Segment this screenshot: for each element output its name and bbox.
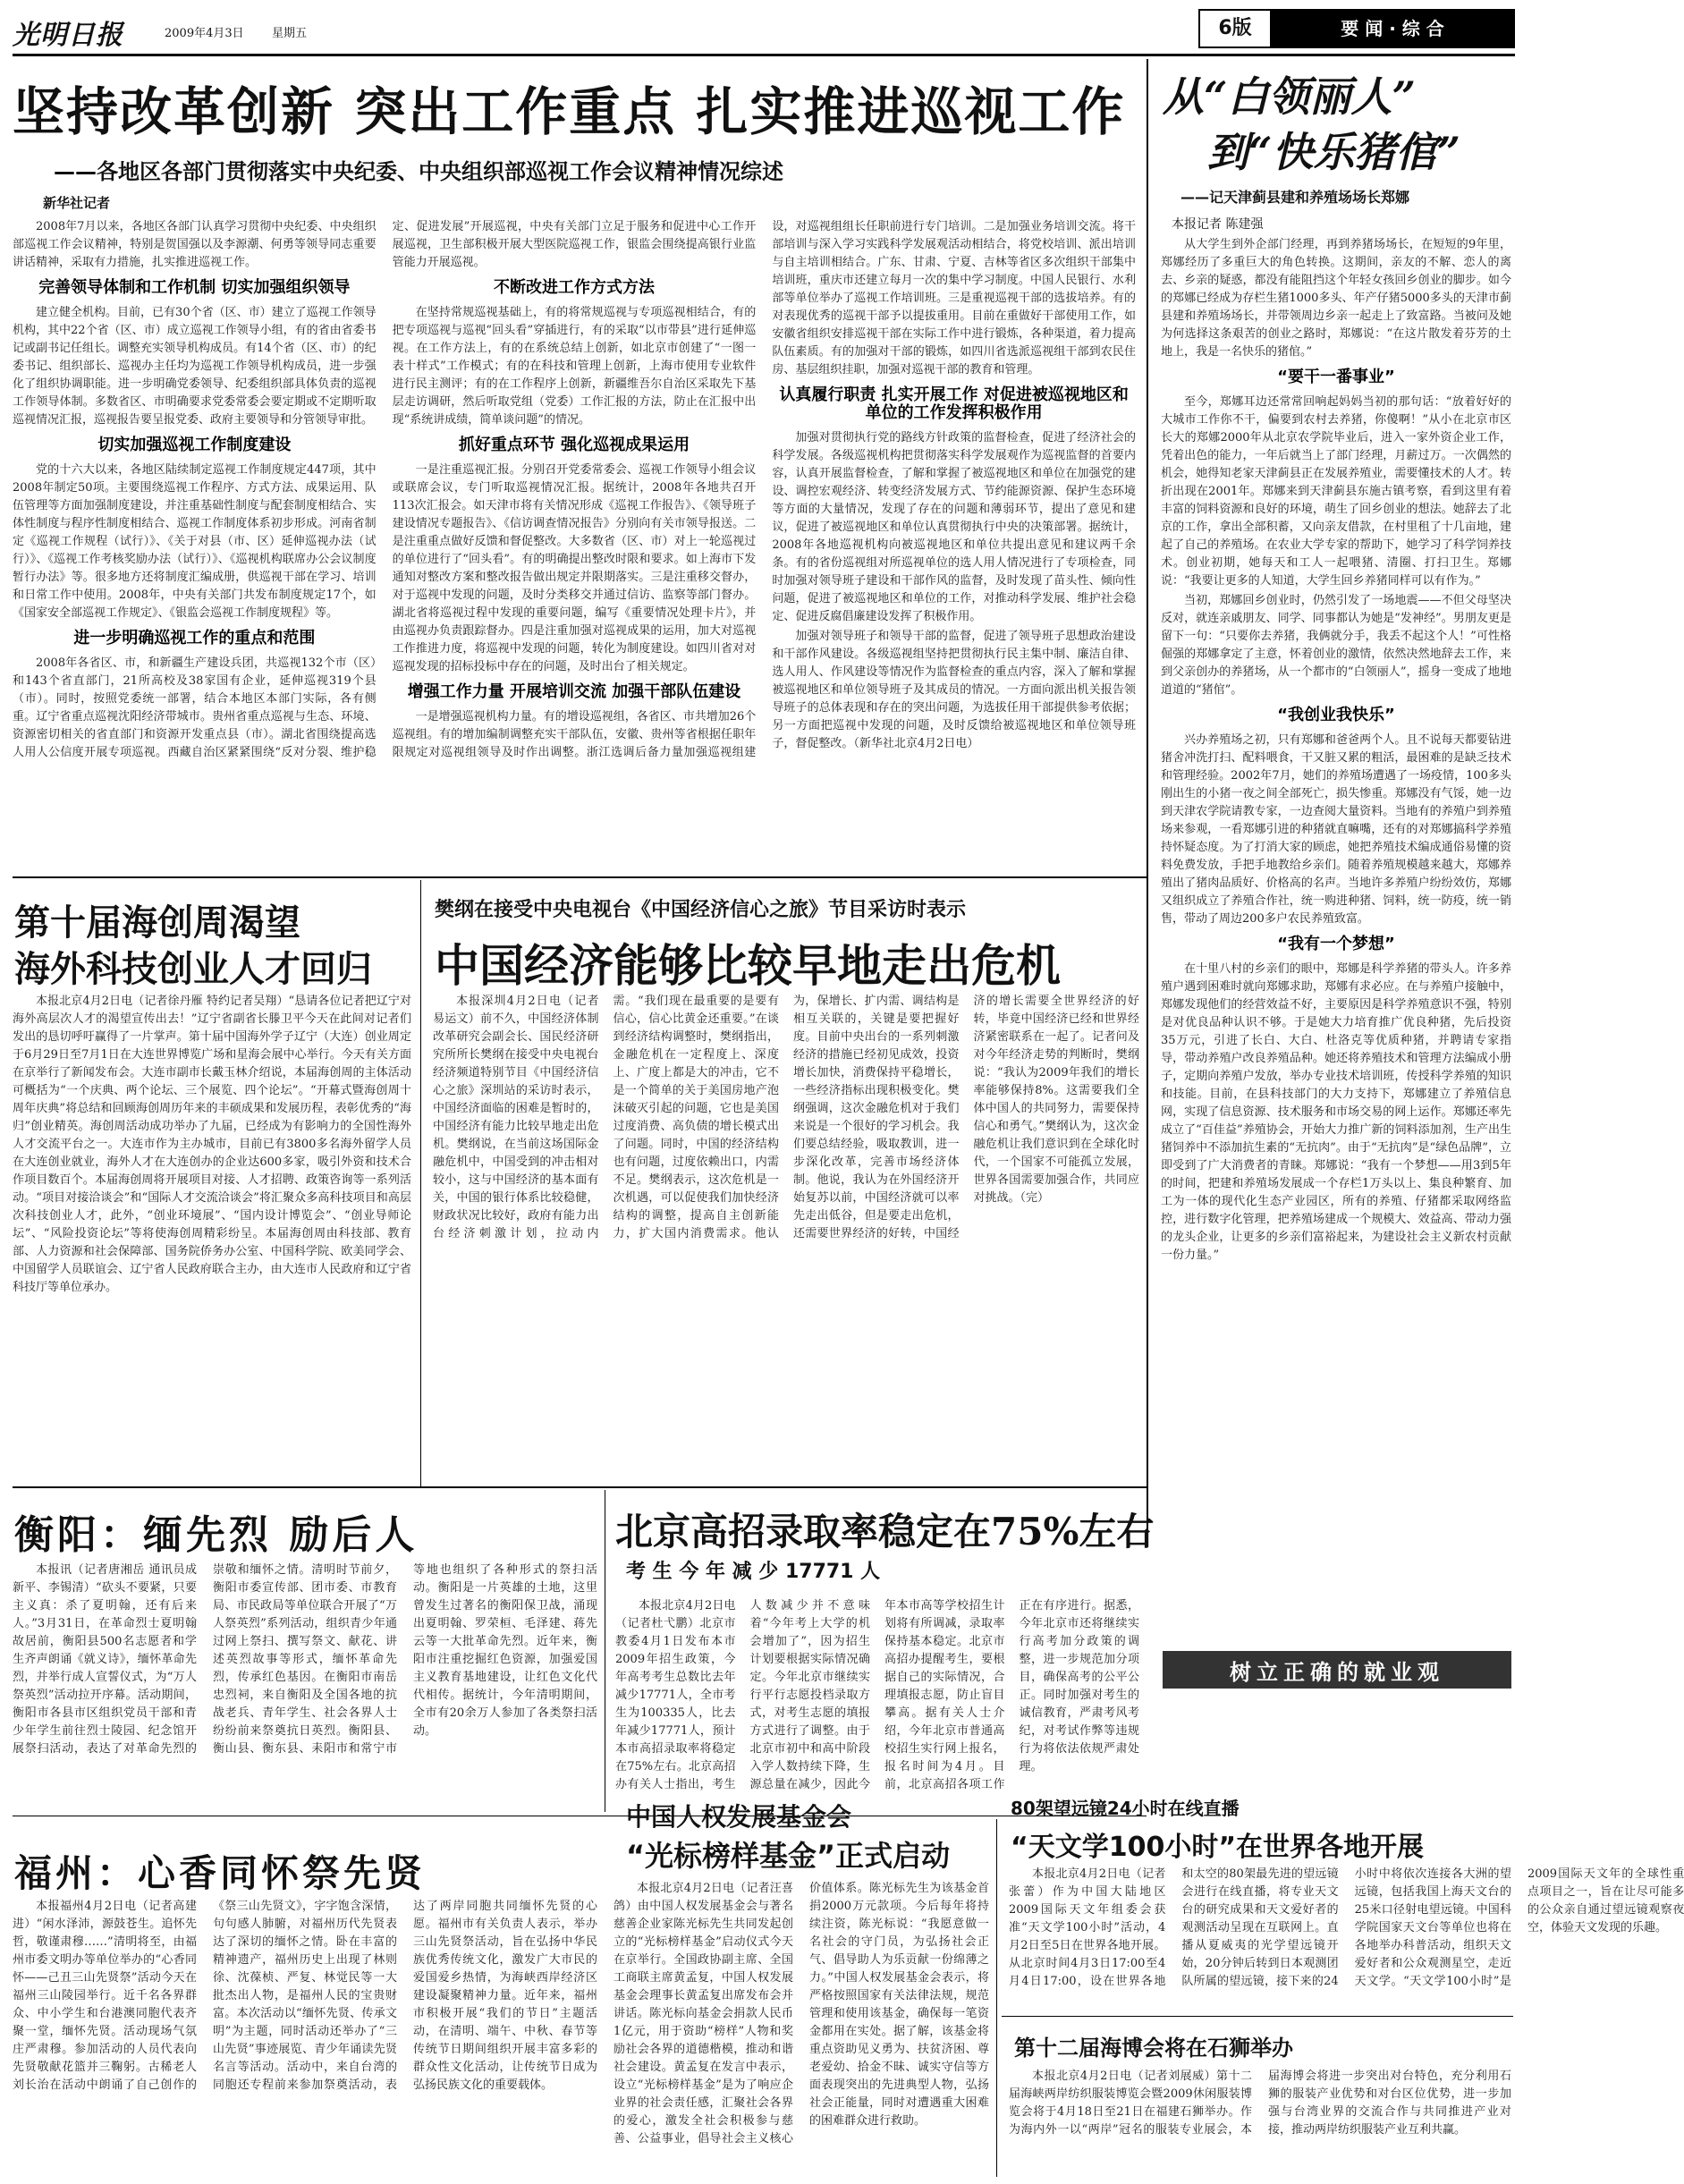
feature-byline: 本报记者 陈建强 (1172, 217, 1264, 232)
astronomy-kicker: 80架望远镜24小时在线直播 (1011, 1798, 1240, 1819)
gaokao-subheadline: 考 生 今 年 减 少 17771 人 (626, 1561, 881, 1583)
employment-slogan: 树立正确的就业观 (1230, 1659, 1444, 1685)
feature-subheading: “要干一番事业” (1277, 368, 1395, 386)
feature-body (1161, 236, 1511, 1647)
fuzhou-text: 本报福州4月2日电（记者高建进）“闲水泽沛，源鼓苍生。追怀先哲，敬谨肃穆……”清明将至，由福州市委文明办等单位举办的“心香同怀——己丑三山先贤祭”活动今天在福州三山陵园举行。近千名各界群众、中小学生和台港澳同胞代表齐聚一堂，缅怀先贤。活动现场气氛庄严肃穆。参加活动的人员代表向先贤敬献花篮并三鞠躬。古稀老人刘长治在活动中朗诵了自己创作的《祭三山先贤文》，字字饱含深情，句句感人肺腑，对福州历代先贤表达了深切的缅怀之情。卧在丰富的精神遗产，福州历史上出现了林则徐、沈葆桢、严复、林觉民等一大批杰出人物，是福州人民的宝贵财富。本次活动以“缅怀先贤、传承文明”为主题，同时活动还举办了“三山先贤”事迹展览、青少年诵读先贤名言等活动。活动中，来自台湾的同胞还专程前来参加祭奠活动，表达了两岸同胞共同缅怀先贤的心愿。福州市有关负责人表示，举办三山先贤祭活动，旨在弘扬中华民族优秀传统文化，激发广大市民的爱国爱乡热情，为海峡西岸经济区建设凝聚精神力量。近年来，福州市积极开展“我们的节日”主题活动，在清明、端午、中秋、春节等传统节日期间组织开展丰富多彩的群众性文化活动，让传统节日成为弘扬民族文化的重要载体。 (13, 1900, 597, 2092)
lead-section-heading: 增强工作力量 开展培训交流 加强干部队伍建设 (407, 682, 741, 701)
section-rule (1002, 2016, 1513, 2017)
lead-section-heading: 认真履行职责 扎实开展工作 对促进被巡视地区和单位的工作发挥积极作用 (779, 385, 1129, 422)
lead-section-text: 一是增强巡视机构力量。有的增设巡视组，各省区、市共增加26个巡视组。有的增加编制调整充实干部队伍，安徽、贵州等省根据任职年限规定对巡视组领导及时作出调整。浙江选调后备力量加强巡视组建设，对巡视组组长任职前进行专门培训。二是加强业务培训交流。将干部培训与深入学习实践科学发展观活动相结合，将党校培训、派出培训与自主培训相结合。广东、甘肃、宁夏、吉林等省区多次组织干部集中培训班，重庆市还建立每月一次的集中学习制度。中国人民银行、水利部等单位举办了巡视工作培训班。三是重视巡视干部的选拔培养。有的对表现优秀的巡视干部予以提拔重用。目前在重做好干部使用工作，如安徽省组织安排巡视干部在实际工作中进行锻炼，各种渠道，着力提高队伍素质。有的加强对干部的锻炼，如四川省选派巡视组干部到农民住房、基层组织挂职，加强对巡视干部的教育和管理。 (392, 220, 1136, 759)
feature-subheadline: ——记天津蓟县建和养殖场场长郑娜 (1180, 189, 1410, 206)
column-divider (1147, 59, 1148, 1544)
economy-kicker: 樊纲在接受中央电视台《中国经济信心之旅》节目采访时表示 (435, 899, 967, 921)
gaokao-headline: 北京高招录取率稳定在75%左右 (615, 1510, 1155, 1553)
haichuang-headline-2: 海外科技创业人才回归 (14, 949, 372, 990)
page-number: 6版 (1200, 11, 1272, 47)
issue-weekday: 星期五 (272, 27, 308, 40)
lead-section-heading: 抓好重点环节 强化巡视成果运用 (458, 436, 690, 454)
astronomy-text: 本报北京4月2日电（记者张蕾）作为中国大陆地区2009国际天文年组委会获准“天文学100小时”活动，4月2日至5日在世界各地开展。从北京时间4月3日17:00至4月4日17:00，设在世界各地和太空的80架最先进的望远镜会进行在线直播，将专业天文台的研究成果和天文爱好者的观测活动呈现在互联网上。直播从夏威夷的光学望远镜开始，20分钟后转到日本观测团队所属的望远镜，接下来的24小时中将依次连接各大洲的望远镜，包括我国上海天文台的25米口径射电望远镜。中国科学院国家天文台等单位也将在各地举办科普活动，组织天文爱好者和公众观测星空，走近天文学。“天文学100小时”是2009国际天文年的全球性重点项目之一，旨在让尽可能多的公众亲自通过望远镜观察夜空，体验天文发现的乐趣。 (1009, 1867, 1684, 1988)
astronomy-headline: “天文学100小时”在世界各地开展 (1011, 1832, 1425, 1863)
lead-intro: 2008年7月以来，各地区各部门认真学习贯彻中央纪委、中央组织部巡视工作会议精神，特别是贺国强以及李源潮、何勇等领导同志重要讲话精神，采取有力措施，扎实推进巡视工作。 (13, 220, 377, 269)
economy-text: 本报深圳4月2日电（记者易运文）前不久，中国经济体制改革研究会副会长、国民经济研究所所长樊纲在接受中央电视台经济频道特别节目《中国经济信心之旅》深圳站的采访时表示，中国经济面临的困难是暂时的，中国经济有能力比较早地走出危机。樊纲说，在当前这场国际金融危机中，中国受到的冲击相对较小，这与中国经济的基本面有关，中国的银行体系比较稳健，财政状况比较好，政府有能力出台经济刺激计划，拉动内需。“我们现在最重要的是要有信心，信心比黄金还重要。”在谈到经济结构调整时，樊纲指出，金融危机在一定程度上、深度上、广度上都是大的冲击，它不是一个简单的关于美国房地产泡沫破灭引起的问题，它也是美国过度消费、高负债的增长模式出了问题。同时，中国的经济结构也有问题，过度依赖出口，内需不足。樊纲表示，这次危机是一次机遇，可以促使我们加快经济结构的调整，提高自主创新能力，扩大国内消费需求。他认为，保增长、扩内需、调结构是相互关联的，关键是要把握好度。目前中央出台的一系列刺激经济的措施已经初见成效，投资增长加快，消费保持平稳增长，一些经济指标出现积极变化。樊纲强调，这次金融危机对于我们来说是一个很好的学习机会。我们要总结经验，吸取教训，进一步深化改革，完善市场经济体制。他说，我认为在外国经济开始复苏以前，中国经济就可以率先走出低谷，但是要走出危机，还需要世界经济的好转，中国经济的增长需要全世界经济的好转，毕竟中国经济已经和世界经济紧密联系在一起了。记者问及对今年经济走势的判断时，樊纲说：“我认为2009年我们的增长率能够保持8%。这需要我们全体中国人的共同努力，需要保持信心和勇气。”樊纲认为，这次金融危机让我们意识到在全球化时代，一个国家不可能孤立发展，世界各国需要加强合作，共同应对挑战。（完） (433, 995, 1139, 1240)
lead-byline: 新华社记者 (43, 195, 111, 211)
section-rule (13, 876, 1147, 878)
lead-section-text: 在坚持常规巡视基础上，有的将常规巡视与专项巡视相结合，有的把专项巡视与巡视“回头看”穿插进行，有的采取“以市带县”进行延伸巡视。在工作方法上，有的在系统总结上创新，如北京市创建了“一图一表十样式”工作模式；有的在科技和管理上创新，上海市使用专业软件进行民主测评；有的在工作程序上创新，新疆维吾尔自治区采取先下基层走访调研，然后听取党组（党委）工作汇报的方法，防止在汇报中出现“系统讲成绩，简单谈问题”的情况。 (392, 306, 757, 427)
feature-para: 至今，郑娜耳边还常常回响起妈妈当初的那句话：“放着好好的大城市工作你不干，偏要到农村去养猪，你傻啊！”从小在北京市区长大的郑娜2000年从北京农学院毕业后，进入一家外资企业工作，凭着出色的能力，一年后就当上了部门经理，月薪过万。一次偶然的机会，她得知老家天津蓟县正在发展养殖业，需要懂技术的人才。转折出现在2001年。郑娜来到天津蓟县东施古镇考察，看到这里有着丰富的饲料资源和良好的环境，萌生了回乡创业的想法。她辞去了北京的工作，拿出全部积蓄，又向亲友借款，在村里租了十几亩地，建起了自己的养殖场。在农业大学专家的帮助下，她学习了科学饲养技术。创业初期，她每天和工人一起喂猪、清圈、打扫卫生。郑娜说：“我要让更多的人知道，大学生回乡养猪同样可以有作为。” (1161, 395, 1511, 588)
feature-subheading: “我创业我快乐” (1277, 706, 1395, 724)
humanrights-text: 本报北京4月2日电（记者汪喜鸽）由中国人权发展基金会与著名慈善企业家陈光标先生共同发起创立的“光标榜样基金”启动仪式今天在京举行。全国政协副主席、全国工商联主席黄孟复，中国人权发展基金会理事长黄孟复出席发布会并讲话。陈光标向基金会捐款人民币1亿元，用于资助“榜样”人物和奖励社会各界的道德楷模，推动和谐社会建设。黄孟复在发言中表示，设立“光标榜样基金”是为了响应企业界的社会责任感，汇聚社会各界的爱心，激发全社会积极参与慈善、公益事业，倡导社会主义核心价值体系。陈光标先生为该基金首捐2000万元款项。今后每年将持续注资，陈光标说：“我愿意做一名社会的守门员，为弘扬社会正气、倡导助人为乐贡献一份绵薄之力。”中国人权发展基金会表示，将严格按照国家有关法律法规，规范管理和使用该基金，确保每一笔资金都用在实处。据了解，该基金将重点资助见义勇为、扶贫济困、尊老爱幼、拾金不昧、诚实守信等方面表现突出的先进典型人物，弘扬社会正能量，同时对遭遇重大困难的困难群众进行救助。 (614, 1882, 989, 2146)
fair-text: 本报北京4月2日电（记者刘展威）第十二届海峡两岸纺织服装博览会暨2009休闲服装博览会将于4月18日至21日在福建石狮举办。作为海内外一以“两岸”冠名的服装专业展会，本届海博会将进一步突出对台特色，充分利用石狮的服装产业优势和对台区位优势，进一步加强与台湾业界的交流合作与共同推进产业对接，推动两岸纺织服装产业互利共赢。 (1009, 2070, 1511, 2137)
lead-section-heading: 完善领导体制和工作机制 切实加强组织领导 (38, 278, 351, 297)
lead-section-text: 一是注重巡视汇报。分别召开党委常委会、巡视工作领导小组会议或联席会议，专门听取巡视情况汇报。据统计，2008年各地共召开113次汇报会。如天津市将有关情况形成《巡视工作报告》、《领导班子建设情况专题报告》、《信访调查情况报告》分别向有关市领导报送。二是注重重点做好反馈和督促整改。大多数省（区、市）对上一轮巡视过的单位进行了“回头看”。有的明确提出整改时限和要求。如上海市下发通知对整改方案和整改报告做出规定并限期落实。三是注重移交督办，对于巡视中发现的问题，及时分类移交并通过信访、监察等部门督办。湖北省将巡视过程中发现的重要问题，编写《重要情况处理卡片》，并由巡视办负责跟踪督办。四是注重加强对巡视成果的运用，加大对巡视工作推进力度，将巡视中发现的问题，转化为制度建设。如四川省对对巡视发现的招标投标中存在的问题，及时出台了相关规定。 (392, 463, 757, 673)
fuzhou-headline: 福州：心香同怀祭先贤 (14, 1851, 427, 1895)
hengyang-text: 本报讯（记者唐湘岳 通讯员成新平、李锡清）“砍头不要紧，只要主义真：杀了夏明翰，还有后来人。”3月31日，在革命烈士夏明翰故居前，衡阳县500名志愿者和学生齐声朗诵《就义诗》，缅怀革命先烈，并举行成人宣誓仪式，为“万人祭英烈”活动拉开序幕。活动期间，衡阳市各县市区组织党员干部和青少年学生前往烈士陵园、纪念馆开展祭扫活动，表达了对革命先烈的崇敬和缅怀之情。清明时节前夕，衡阳市委宣传部、团市委、市教育局、市民政局等单位联合开展了“万人祭英烈”系列活动，组织青少年通过网上祭扫、撰写祭文、献花、讲述英烈故事等形式，缅怀革命先烈，传承红色基因。在衡阳市南岳忠烈祠，来自衡阳及全国各地的抗战老兵、青年学生、社会各界人士纷纷前来祭奠抗日英烈。衡阳县、衡山县、衡东县、耒阳市和常宁市等地也组织了各种形式的祭扫活动。衡阳是一片英雄的土地，这里曾发生过著名的衡阳保卫战，涌现出夏明翰、罗荣桓、毛泽建、蒋先云等一大批革命先烈。近年来，衡阳市注重挖掘红色资源，加强爱国主义教育基地建设，让红色文化代代相传。据统计，今年清明期间，全市有20余万人参加了各类祭扫活动。 (13, 1563, 597, 1756)
section-rule (13, 1486, 1147, 1488)
feature-para: 当初，郑娜回乡创业时，仍然引发了一场地震——不但父母坚决反对，就连亲戚朋友、同学、同事都认为她是“发神经”。男朋友更是留下一句：“只要你去养猪，我俩就分手，我丢不起这个人！”可性格倔强的郑娜拿定了主意，怀着创业的激情，依然决然地辞去工作，来到父亲创办的养猪场，从一个都市的“白领丽人”，摇身一变成了地地道道的“猪倌”。 (1161, 594, 1511, 697)
feature-para: 在十里八村的乡亲们的眼中，郑娜是科学养猪的带头人。许多养殖户遇到困难时就向郑娜求助，郑娜有求必应。在与养殖户接触中，郑娜发现他们的经营效益不好，主要原因是科学养殖意识不强，特别是对优良品种认识不够。于是她大力培育推广优良种猪，先后投资35万元，引进了长白、大白、杜洛克等优质种猪，并聘请专家指导，带动养殖户改良养殖品种。她还将养殖技术和管理方法编成小册子，定期向养殖户发放，举办专业技术培训班，传授科学养殖的知识和技能。目前，在县科技部门的大力支持下，郑娜建立了养殖信息网，实现了信息资源、技术服务和市场交易的网上运作。郑娜还率先成立了“百佳益”养殖协会，开始大力推广新的饲料添加剂，生产出生猪饲养中不添加抗生素的“无抗肉”。由于“无抗肉”是“绿色品牌”，立即受到了广大消费者的青睐。郑娜说：“我有一个梦想——用3到5年的时间，把建和养殖场发展成一个存栏1万头以上、集良种繁育、加工为一体的现代化生态产业园区，所有的养殖、仔猪都采取网络监控，进行数字化管理，把养殖场建成一个规模大、效益高、带动力强的龙头企业，让更多的乡亲们富裕起来，为建设社会主义新农村贡献一份力量。” (1161, 962, 1511, 1262)
economy-body (433, 993, 1139, 1476)
masthead-rule (13, 54, 1515, 56)
fuzhou-body (13, 1898, 597, 2175)
lead-section-heading: 切实加强巡视工作制度建设 (97, 436, 292, 454)
lead-section-text: 加强对贯彻执行党的路线方针政策的监督检查，促进了经济社会的科学发展。各级巡视机构把贯彻落实科学发展观作为巡视监督的首要内容，认真开展监督检查，了解和掌握了被巡视地区和单位在加强党的建设、调控宏观经济、转变经济发展方式、节约能源资源、保护生态环境等方面的大量情况，发现了存在的问题和薄弱环节，提出了意见和建议，促进了被巡视地区和单位认真贯彻执行中央的决策部署。据统计，2008年各地巡视机构向被巡视地区和单位共提出意见和建议两千余条。有的省份巡视组对所巡视单位的选人用人情况进行了专项检查，同时加强对领导班子建设和干部作风的监督，及时发现了苗头性、倾向性问题，促进了被巡视地区和单位的工作，对推动科学发展、维护社会稳定、促进反腐倡廉建设发挥了积极作用。 (772, 431, 1136, 623)
column-divider (996, 1819, 997, 2177)
feature-headline-1: 从“白领丽人” (1163, 72, 1416, 121)
lead-section-heading: 进一步明确巡视工作的重点和范围 (73, 629, 316, 648)
issue-date: 2009年4月3日 (165, 27, 244, 40)
section-name: 要 闻 · 综 合 (1272, 11, 1513, 47)
economy-headline: 中国经济能够比较早地走出危机 (435, 940, 1061, 992)
page-tag (1198, 9, 1515, 48)
column-divider (420, 880, 421, 1488)
gaokao-text: 本报北京4月2日电（记者杜弋鹏）北京市教委4月1日发布本市2009年招生政策，今年高考考生总数比去年减少17771人，全市考生为100335人，比去年减少17771人，预计本市高招录取率将稳定在75%左右。北京高招办有关人士指出，考生人数减少并不意味着“今年考上大学的机会增加了”，因为招生计划要根据实际情况确定。今年北京市继续实行平行志愿投档录取方式，对考生志愿的填报方式进行了调整。由于北京市初中和高中阶段入学人数持续下降，生源总量在减少，因此今年本市高等学校招生计划将有所调减，录取率保持基本稳定。北京市高招办提醒考生，要根据自己的实际情况，合理填报志愿，防止盲目攀高。据有关人士介绍，今年北京市普通高校招生实行网上报名，报名时间为4月。目前，北京高招各项工作正在有序进行。据悉，今年北京市还将继续实行高考加分政策的调整，进一步规范加分项目，确保高考的公平公正。同时加强对考生的诚信教育，严肃考风考纪，对考试作弊等违规行为将依法依规严肃处理。 (615, 1599, 1139, 1791)
fair-body (1009, 2068, 1511, 2173)
lead-section-text: 建立健全机构。目前，已有30个省（区、市）建立了巡视工作领导机构，其中22个省（区、市）成立巡视工作领导小组，有的省由省委书记或副书记任组长。调整充实领导机构成员。有14个省（区、市）的纪委书记、组织部长、巡视办主任均为巡视工作领导机构成员，进一步强化了组织协调职能。进一步明确党委领导、纪委组织部具体负责的巡视工作领导体制。多数省区、市明确要求党委常委会要定期或不定期听取巡视情况汇报，巡视报告要呈报党委、政府主要领导和分管领导审批。 (13, 306, 377, 427)
lead-section-text: 党的十六大以来，各地区陆续制定巡视工作制度规定447项，其中2008年制定50项。主要围绕巡视工作程序、方式方法、成果运用、队伍管理等方面加强制度建设，并注重基础性制度与配套制度相结合、实体性制度与程序性制度相结合、巡视工作制度体系初步形成。河南省制定《巡视工作规程（试行）》、《关于对县（市、区）延伸巡视办法（试行）》、《巡视工作考核奖励办法（试行）》、《巡视机构联席办公会议制度暂行办法》等。很多地方还将制度汇编成册，供巡视干部在学习、培训和日常工作中使用。2008年，中央有关部门共发布制度规定17个，如《国家安全部巡视工作规定》、《银监会巡视工作制度规程》等。 (13, 463, 377, 620)
lead-section-text: 加强对领导班子和领导干部的监督，促进了领导班子思想政治建设和干部作风建设。各级巡视组坚持把贯彻执行民主集中制、廉洁自律、选人用人、作风建设等情况作为监督检查的重点内容，深入了解和掌握被巡视地区和单位领导班子及其成员的情况。一方面向派出机关报告领导班子的总体表现和存在的突出问题，为选拔任用干部提供参考依据；另一方面把巡视中发现的问题，及时反馈给被巡视地区和单位领导班子，督促整改。（新华社北京4月2日电） (772, 630, 1136, 750)
employment-slogan-box (1163, 1651, 1511, 1689)
haichuang-headline-1: 第十届海创周渴望 (14, 902, 300, 944)
gaokao-body (615, 1597, 1139, 1803)
fair-headline: 第十二届海博会将在石狮举办 (1014, 2036, 1293, 2061)
masthead (13, 9, 1515, 54)
haichuang-body (13, 993, 411, 1476)
astronomy-body (1009, 1866, 1684, 2007)
feature-subheading: “我有一个梦想” (1277, 935, 1395, 953)
lead-section-text: 2008年各省区、市，和新疆生产建设兵团，共巡视132个市（区）和143个省直部门，21所高校及38家国有企业，延伸巡视319个县（市）。同时，按照党委统一部署，结合本地区本部门实际，各有侧重。辽宁省重点巡视沈阳经济带城市。贵州省重点巡视与生态、环境、资源密切相关的省直部门和资源开发重点县（市）。湖北省围绕提高选人用人公信度开展专项巡视。西藏自治区紧紧围绕“反对分裂、维护稳定、促进发展”开展巡视，中央有关部门立足于服务和促进中心工作开展巡视，卫生部积极开展大型医院巡视工作，银监会围绕提高银行业监管能力开展巡视。 (13, 220, 757, 759)
lead-body (13, 218, 1136, 866)
lead-headline: 坚持改革创新 突出工作重点 扎实推进巡视工作 (13, 81, 1126, 142)
newspaper-logo: 光明日报 (13, 20, 123, 51)
humanrights-headline-2: “光标榜样基金”正式启动 (626, 1839, 951, 1873)
lead-section-heading: 不断改进工作方式方法 (493, 278, 655, 297)
feature-headline-2: 到“快乐猪倌” (1207, 128, 1460, 176)
humanrights-headline-1: 中国人权发展基金会 (626, 1802, 852, 1832)
hengyang-body (13, 1562, 597, 1839)
humanrights-body (614, 1880, 989, 2175)
haichuang-text: 本报北京4月2日电（记者徐丹雁 特约记者吴翔）“恳请各位记者把辽宁对海外高层次人才的渴望宣传出去！”辽宁省副省长滕卫平今天在此间对记者们发出的恳切呼吁赢得了一片掌声。第十届中国海外学子辽宁（大连）创业周定于6月29日至7月1日在大连世界博览广场和星海会展中心举行。今天有关方面在京举行了新闻发布会。大连市副市长戴玉林介绍说，本届海创周的主体活动可概括为“一个庆典、两个论坛、三个展览、四个论坛”。“开幕式暨海创周十周年庆典”将总结和回顾海创周历年来的丰硕成果和发展历程，表彰优秀的“海归”创业精英。海创周活动成功举办了九届，已经成为有影响力的全国性海外人才交流平台之一。大连市作为主办城市，目前已有3800多名海外留学人员在大连创业就业，海外人才在大连创办的企业达600多家，吸引外资和技术合作项目数百个。本届海创周将开展项目对接、人才招聘、政策咨询等一系列活动。“项目对接洽谈会”和“国际人才交流洽谈会”将汇聚众多高科技项目和高层次科技创业人才，此外，“创业环境展”、“国内设计博览会”、“创业导师论坛”、“风险投资论坛”等将使海创周精彩纷呈。本届海创周由科技部、教育部、人力资源和社会保障部、国务院侨务办公室、中国科学院、欧美同学会、中国留学人员联谊会、辽宁省人民政府联合主办，由大连市人民政府和辽宁省科技厅等单位承办。 (13, 995, 411, 1294)
lead-subheadline: ——各地区各部门贯彻落实中央纪委、中央组织部巡视工作会议精神情况综述 (54, 159, 783, 184)
feature-para: 兴办养殖场之初，只有郑娜和爸爸两个人。且不说每天都要钻进猪舍冲洗打扫、配料喂食，干又脏又累的粗活，最困难的是缺乏技术和管理经验。2002年7月，她们的养殖场遭遇了一场疫情，100多头刚出生的小猪一夜之间全部死亡，损失惨重。郑娜没有气馁，她一边到天津农学院请教专家，一边查阅大量资料。当地有的养殖户到养殖场来参观，一看郑娜引进的种猪就直嘛嘴，还有的对郑娜搞科学养殖持怀疑态度。为了打消大家的顾虑，她把养殖技术编成通俗易懂的资料免费发放，手把手地教给乡亲们。随着养殖规模越来越大，郑娜养殖出了猪肉品质好、价格高的名声。当地许多养殖户纷纷效仿，郑娜又组织成立了养殖合作社，统一购进种猪、饲料，统一防疫，统一销售，带动了周边200多户农民养殖致富。 (1161, 733, 1511, 926)
feature-para: 从大学生到外企部门经理，再到养猪场场长，在短短的9年里，郑娜经历了多重巨大的角色转换。这期间，亲友的不解、恋人的离去、乡亲的疑惑，都没有能阻挡这个年轻女孩回乡创业的脚步。如今的郑娜已经成为存栏生猪1000多头、年产仔猪5000多头的天津市蓟县建和养殖场场长，并带领周边乡亲一起走上了致富路。当被问及她为何选择这条艰苦的创业之路时，郑娜说：“在这片散发着芬芳的土地上，我是一名快乐的猪倌。” (1161, 238, 1511, 359)
hengyang-headline: 衡阳：缅先烈 励后人 (14, 1512, 419, 1558)
